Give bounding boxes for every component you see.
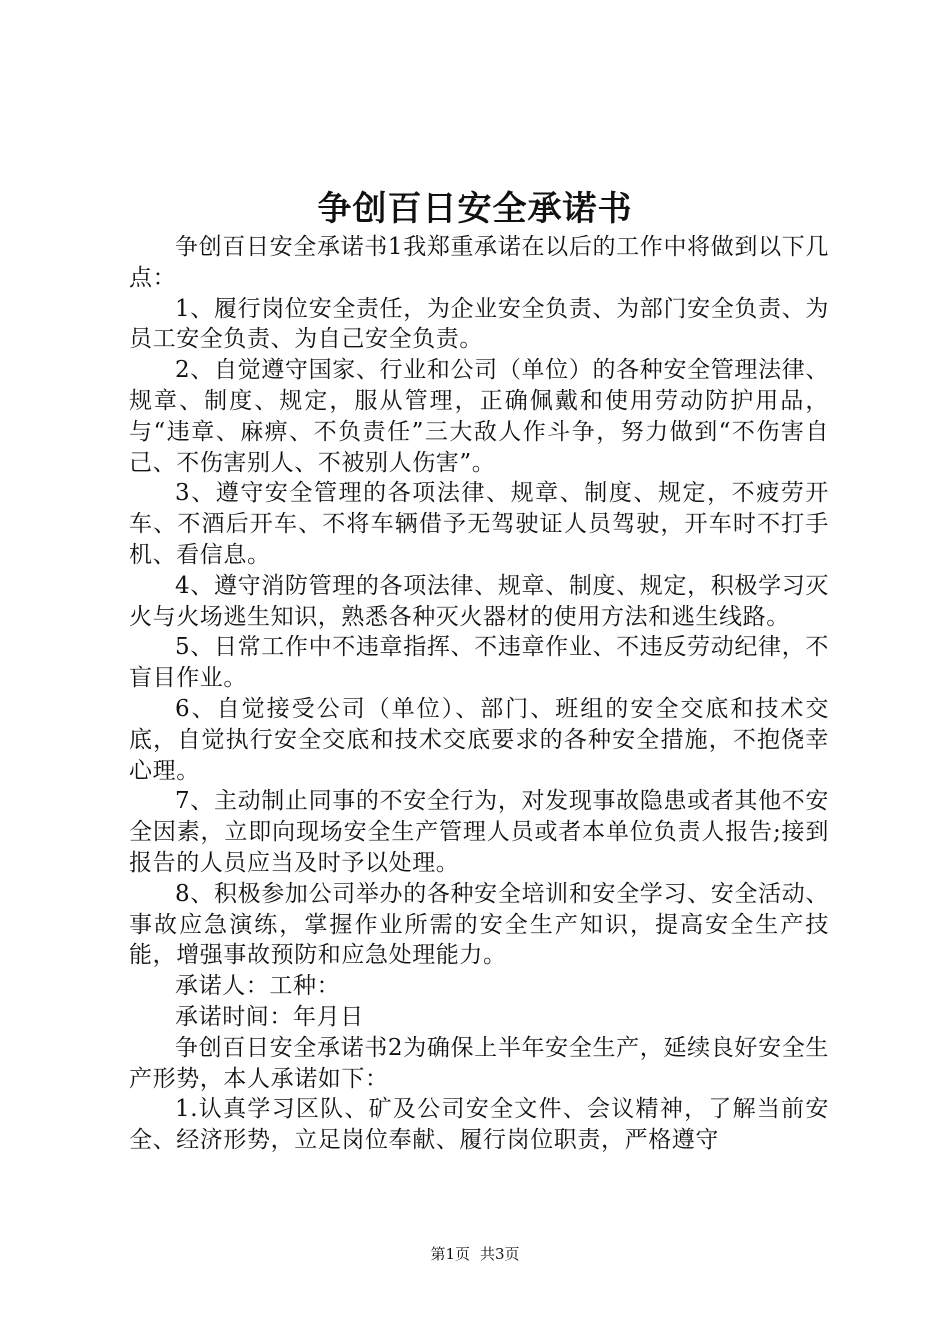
document-title: 争创百日安全承诺书 — [317, 189, 633, 229]
paragraph: 1、履行岗位安全责任，为企业安全负责、为部门安全负责、为员工安全负责、为自己安全负责。 — [129, 295, 829, 353]
page-total: 共3页 — [480, 1245, 520, 1263]
paragraph: 争创百日安全承诺书2为确保上半年安全生产，延续良好安全生产形势，本人承诺如下： — [129, 1034, 829, 1092]
paragraph: 3、遵守安全管理的各项法律、规章、制度、规定，不疲劳开车、不酒后开车、不将车辆借予无驾驶证人员驾驶，开车时不打手机、看信息。 — [129, 480, 829, 568]
paragraph: 7、主动制止同事的不安全行为，对发现事故隐患或者其他不安全因素，立即向现场安全生产管理人员或者本单位负责人报告;接到报告的人员应当及时予以处理。 — [129, 788, 829, 876]
page-footer — [0, 1244, 950, 1264]
paragraph: 8、积极参加公司举办的各种安全培训和安全学习、安全活动、事故应急演练，掌握作业所需的安全生产知识，提高安全生产技能，增强事故预防和应急处理能力。 — [129, 880, 829, 969]
paragraph: 1.认真学习区队、矿及公司安全文件、会议精神，了解当前安全、经济形势，立足岗位奉献、履行岗位职责，严格遵守 — [129, 1096, 829, 1154]
page-number: 第1页 — [430, 1245, 470, 1263]
paragraph: 4、遵守消防管理的各项法律、规章、制度、规定，积极学习灭火与火场逃生知识，熟悉各种灭火器材的使用方法和逃生线路。 — [129, 572, 829, 630]
date-line: 承诺时间：年月日 — [175, 1003, 364, 1030]
paragraph: 6、自觉接受公司（单位）、部门、班组的安全交底和技术交底，自觉执行安全交底和技术交底要求的各种安全措施，不抱侥幸心理。 — [129, 695, 829, 784]
paragraph: 2、自觉遵守国家、行业和公司（单位）的各种安全管理法律、规章、制度、规定，服从管理，正确佩戴和使用劳动防护用品，与“违章、麻痹、不负责任”三大敌人作斗争，努力做到“不伤害自己、不伤害别人、不被别人伤害”。 — [129, 357, 829, 476]
paragraph: 5、日常工作中不违章指挥、不违章作业、不违反劳动纪律，不盲目作业。 — [129, 634, 829, 692]
document-body — [129, 232, 829, 1156]
signature-line: 承诺人：工种： — [175, 973, 341, 1000]
paragraph: 争创百日安全承诺书1我郑重承诺在以后的工作中将做到以下几点： — [129, 234, 829, 291]
